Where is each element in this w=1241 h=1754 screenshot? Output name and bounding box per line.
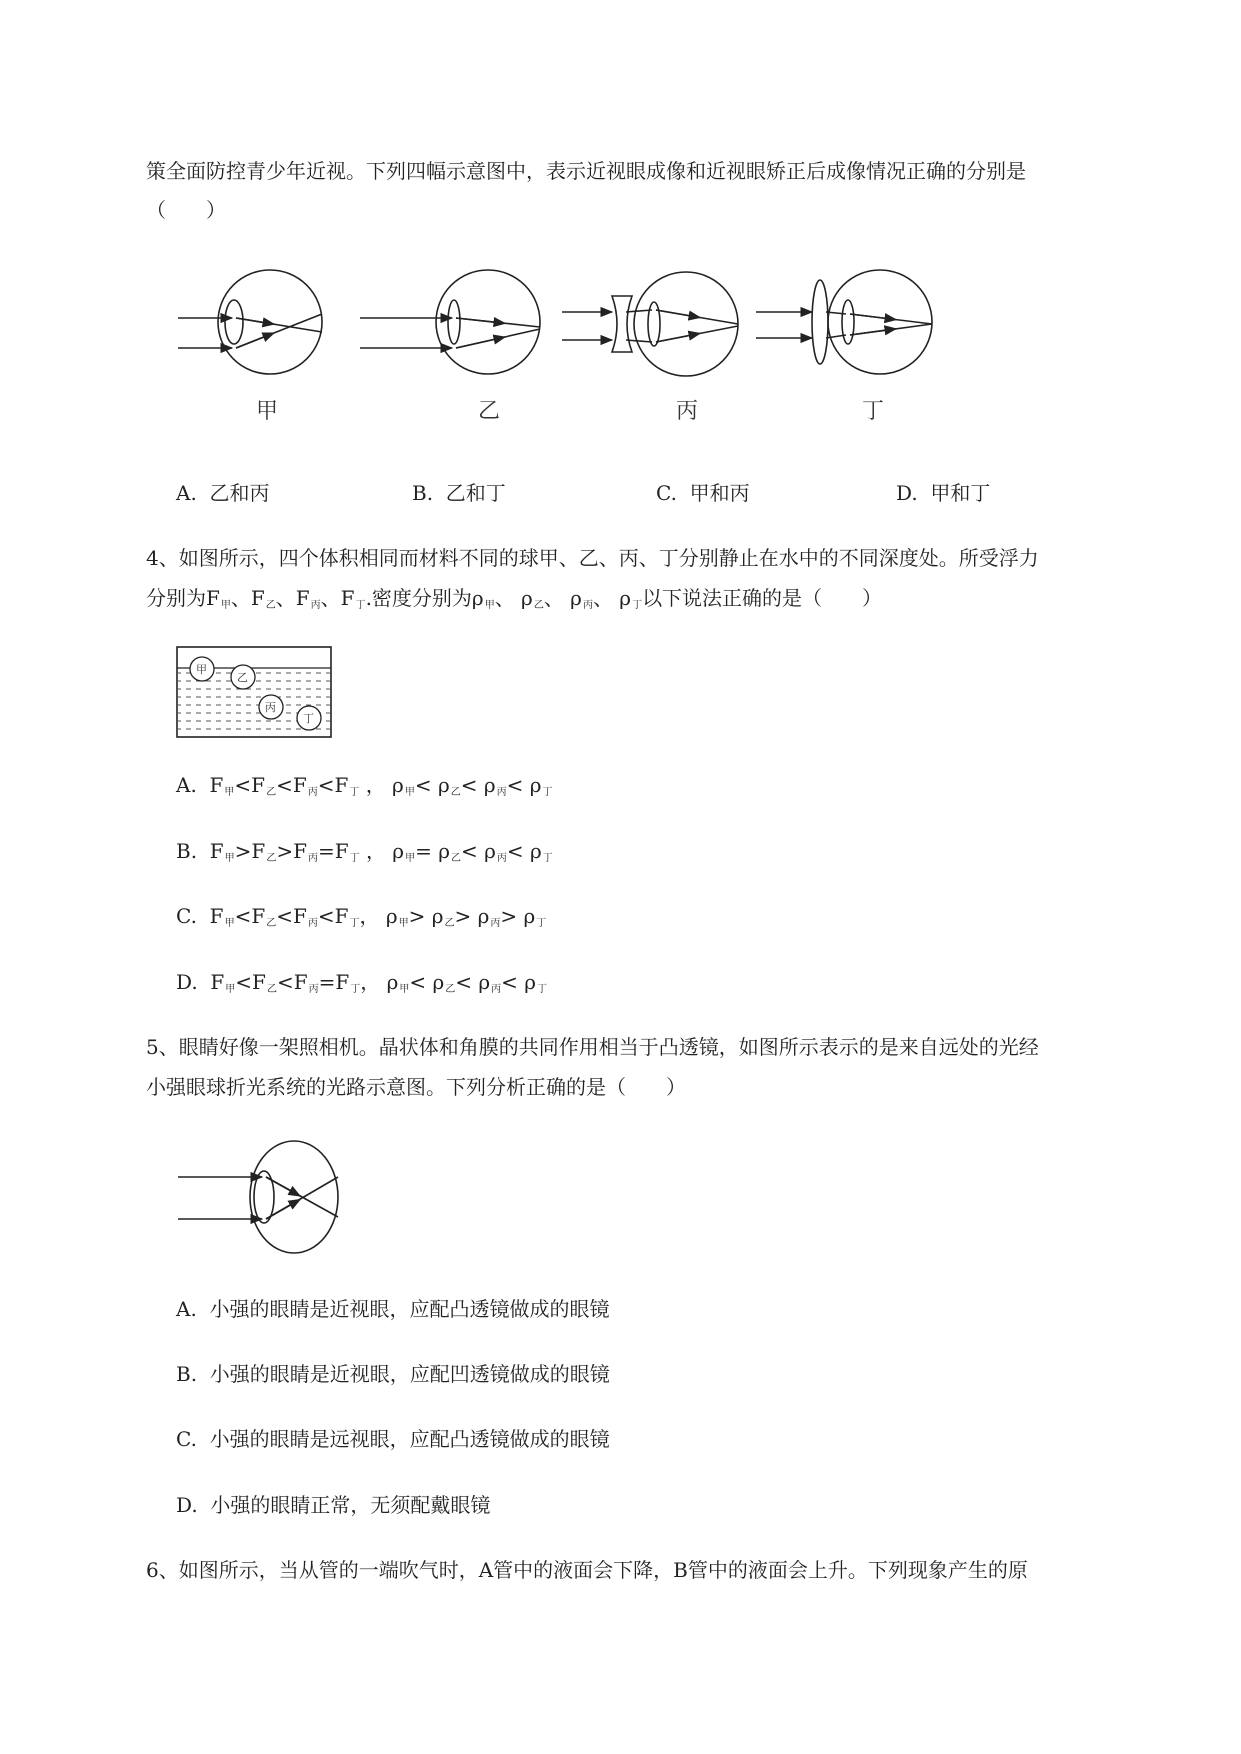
ball-yi (231, 665, 255, 689)
eye-diagram-yi (360, 270, 540, 374)
q5-option-a[interactable]: A. 小强的眼睛是近视眼，应配凸透镜做成的眼镜 (176, 1297, 610, 1321)
q5-option-c[interactable]: C. 小强的眼睛是远视眼，应配凸透镜做成的眼镜 (176, 1427, 610, 1451)
ball-jia (190, 657, 214, 681)
q4-option-c[interactable]: C. $F_甲<F_乙<F_丙<F_丁$， $\rho_甲> \rho_乙> \rho_丙> \rho_丁$ (176, 904, 547, 929)
eye-diagram-bing (562, 272, 738, 376)
q3-option-a[interactable] (176, 478, 270, 508)
q3-option-b[interactable] (412, 478, 506, 508)
option-text: 甲和丙 (689, 481, 750, 505)
svg-text:丁: 丁 (303, 712, 314, 725)
svg-text:乙: 乙 (237, 671, 248, 684)
svg-text:丙: 丙 (265, 701, 276, 714)
q4-water-tank-figure (175, 645, 335, 745)
option-letter: B. (412, 481, 434, 505)
fig-label-yi: 乙 (478, 399, 501, 424)
q5-option-b[interactable]: B. 小强的眼睛是近视眼，应配凹透镜做成的眼镜 (176, 1362, 610, 1386)
eye-diagram-jia (178, 270, 322, 374)
eyeball (250, 1141, 338, 1253)
option-text: 乙和丙 (209, 481, 270, 505)
q3-text-line-2: （ ） (146, 198, 226, 222)
option-text: 乙和丁 (445, 481, 506, 505)
q5-text-line-2: 小强眼球折光系统的光路示意图。下列分析正确的是（ ） (146, 1075, 686, 1099)
q3-option-d[interactable] (896, 478, 990, 508)
q3-text-line-1: 策全面防控青少年近视。下列四幅示意图中，表示近视眼成像和近视眼矫正后成像情况正确的分别是 (146, 159, 1026, 183)
svg-text:甲: 甲 (196, 663, 207, 676)
q6-text-line-1: 6、如图所示，当从管的一端吹气时，A管中的液面会下降，B管中的液面会上升。下列现象产生的原 (146, 1558, 1028, 1582)
eye-diagram-ding (756, 270, 932, 374)
q4-option-d[interactable]: D. $F_甲<F_乙<F_丙=F_丁$， $\rho_甲< \rho_乙< \rho_丙< \rho_丁$ (176, 970, 547, 995)
option-letter: C. (656, 481, 677, 505)
q5-text-line-1: 5、眼睛好像一架照相机。晶状体和角膜的共同作用相当于凸透镜，如图所示表示的是来自远处的光经 (146, 1035, 1039, 1059)
q4-option-b[interactable]: B. $F_甲>F_乙>F_丙=F_丁$ ， $\rho_甲= \rho_乙< \rho_丙< \rho_丁$ (176, 839, 553, 864)
q3-option-c[interactable] (656, 478, 750, 508)
fig-label-ding: 丁 (862, 399, 885, 424)
q4-option-a[interactable]: A. $F_甲<F_乙<F_丙<F_丁$ ， $\rho_甲< \rho_乙< \rho_丙< \rho_丁$ (176, 773, 553, 798)
option-letter: D. (896, 481, 918, 505)
fig-label-jia: 甲 (256, 399, 279, 424)
fig-label-bing: 丙 (676, 399, 699, 424)
q3-eye-diagrams (0, 260, 1241, 490)
q4-text-line-2: 分别为$F_甲$、$F_乙$、$F_丙$、$F_丁$.密度分别为$\rho_甲$、 $\rho_乙$、 $\rho_丙$、 $\rho_丁$以下说法正确的是（ ） (146, 586, 883, 611)
option-text: 甲和丁 (930, 481, 991, 505)
q5-eye-diagram (170, 1135, 370, 1265)
ball-ding (297, 706, 321, 730)
q4-text-line-1: 4、如图所示，四个体积相同而材料不同的球甲、乙、丙、丁分别静止在水中的不同深度处。所受浮力 (146, 546, 1039, 570)
option-letter: A. (176, 481, 197, 505)
q5-option-d[interactable]: D. 小强的眼睛正常，无须配戴眼镜 (176, 1493, 491, 1517)
ball-bing (259, 695, 283, 719)
